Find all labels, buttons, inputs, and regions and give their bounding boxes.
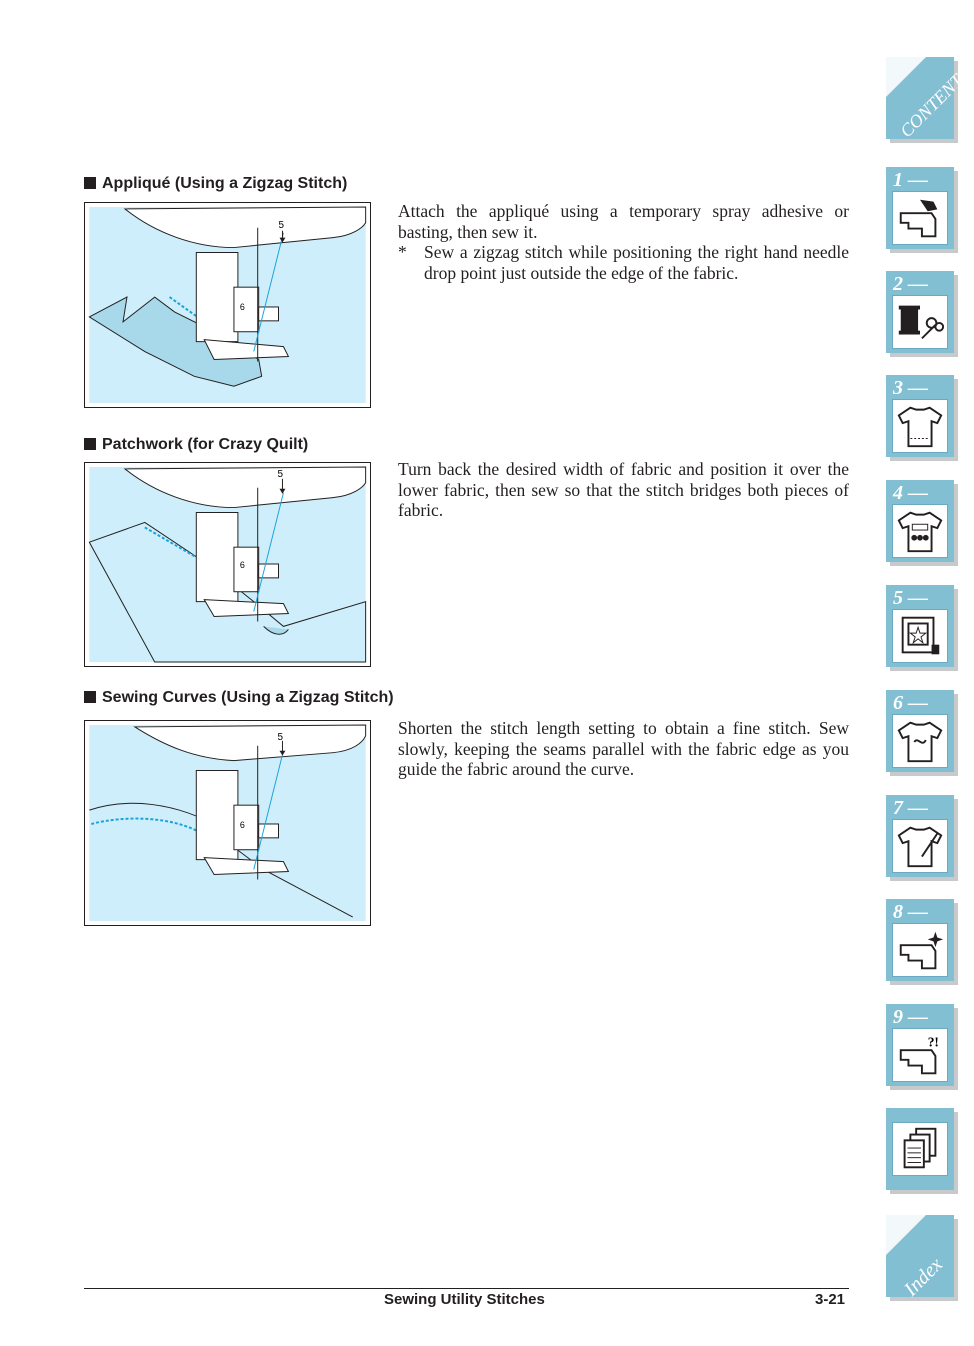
- foot-label: 6: [239, 559, 245, 570]
- sewing-machine-hand-icon: [892, 191, 948, 245]
- bullet-square-icon: [84, 177, 96, 189]
- paragraph: Attach the appliqué using a temporary spray adhesive or basting, then sew it.: [398, 201, 849, 242]
- section-body-curves: [398, 718, 849, 780]
- tab-number: 9 —: [893, 1006, 928, 1028]
- document-pages-icon: [892, 1122, 948, 1176]
- paragraph: Turn back the desired width of fabric and position it over the lower fabric, then sew so that the stitch bridges both pieces of fabric.: [398, 459, 849, 520]
- tab-index[interactable]: [886, 1215, 954, 1301]
- section-title-patchwork: [84, 435, 308, 455]
- tab-corner: [886, 57, 926, 97]
- needle-label: 5: [277, 731, 284, 743]
- section-title-curves: [84, 688, 394, 708]
- bullet-square-icon: [84, 438, 96, 450]
- thread-spool-scissors-icon: [892, 295, 948, 349]
- tab-corner: [886, 1215, 926, 1255]
- tab-chapter-7[interactable]: [886, 795, 954, 877]
- tab-number: 7 —: [893, 797, 928, 819]
- note-mark: *: [398, 242, 407, 262]
- tab-contents[interactable]: [886, 57, 974, 142]
- foot-label: 6: [239, 819, 245, 830]
- tab-chapter-2[interactable]: [886, 271, 954, 353]
- sewing-machine-sparkle-icon: [892, 923, 948, 977]
- tab-number: 5 —: [893, 587, 928, 609]
- svg-text:?!: ?!: [927, 1034, 939, 1050]
- tab-number: 4 —: [893, 482, 928, 504]
- needle-label: 5: [277, 468, 284, 480]
- tab-chapter-8[interactable]: [886, 899, 954, 981]
- section-title-text: Sewing Curves (Using a Zigzag Stitch): [102, 689, 394, 706]
- shirt-needle-icon: [892, 819, 948, 873]
- tab-number: 6 —: [893, 692, 928, 714]
- figure-applique: [84, 202, 371, 408]
- shirt-monogram-icon: [892, 714, 948, 768]
- tab-number: 2 —: [893, 273, 928, 295]
- page-number: 3-21: [815, 1291, 846, 1308]
- tab-number: 3 —: [893, 377, 928, 399]
- bullet-square-icon: [84, 691, 96, 703]
- tab-chapter-4[interactable]: [886, 480, 954, 562]
- paragraph: Shorten the stitch length setting to obtain a fine stitch. Sew slowly, keeping the seams parallel with the fabric edge as you guide the fabric around the curve.: [398, 718, 849, 779]
- section-title-applique: [84, 174, 347, 194]
- tab-contents-label: CONTENTS: [896, 64, 974, 142]
- section-body-patchwork: [398, 459, 849, 521]
- needle-label: 5: [278, 219, 285, 231]
- sewing-machine-question-icon: [892, 1028, 948, 1082]
- tab-chapter-5[interactable]: [886, 585, 954, 667]
- tab-notes[interactable]: [886, 1108, 954, 1190]
- note-text: Sew a zigzag stitch while positioning the right hand needle drop point just outside the edge of the fabric.: [424, 242, 849, 283]
- tab-number: 8 —: [893, 901, 928, 923]
- section-body-applique: [398, 201, 849, 283]
- shirt-abc-icon: [892, 504, 948, 558]
- shirt-stitch-icon: [892, 399, 948, 453]
- figure-curves: [84, 720, 371, 926]
- tab-chapter-6[interactable]: [886, 690, 954, 772]
- tab-index-label: Index: [900, 1253, 947, 1301]
- section-title-text: Patchwork (for Crazy Quilt): [102, 436, 309, 453]
- embroidery-frame-icon: [892, 609, 948, 663]
- foot-label: 6: [239, 301, 245, 312]
- tab-number: 1 —: [893, 169, 928, 191]
- section-title-text: Appliqué (Using a Zigzag Stitch): [102, 175, 348, 192]
- tab-chapter-9[interactable]: [886, 1004, 954, 1086]
- tab-chapter-3[interactable]: [886, 375, 954, 457]
- note: [398, 242, 849, 283]
- footer-rule: [84, 1288, 849, 1289]
- figure-patchwork: [84, 462, 371, 667]
- footer-title: Sewing Utility Stitches: [384, 1291, 545, 1308]
- tab-chapter-1[interactable]: [886, 167, 954, 249]
